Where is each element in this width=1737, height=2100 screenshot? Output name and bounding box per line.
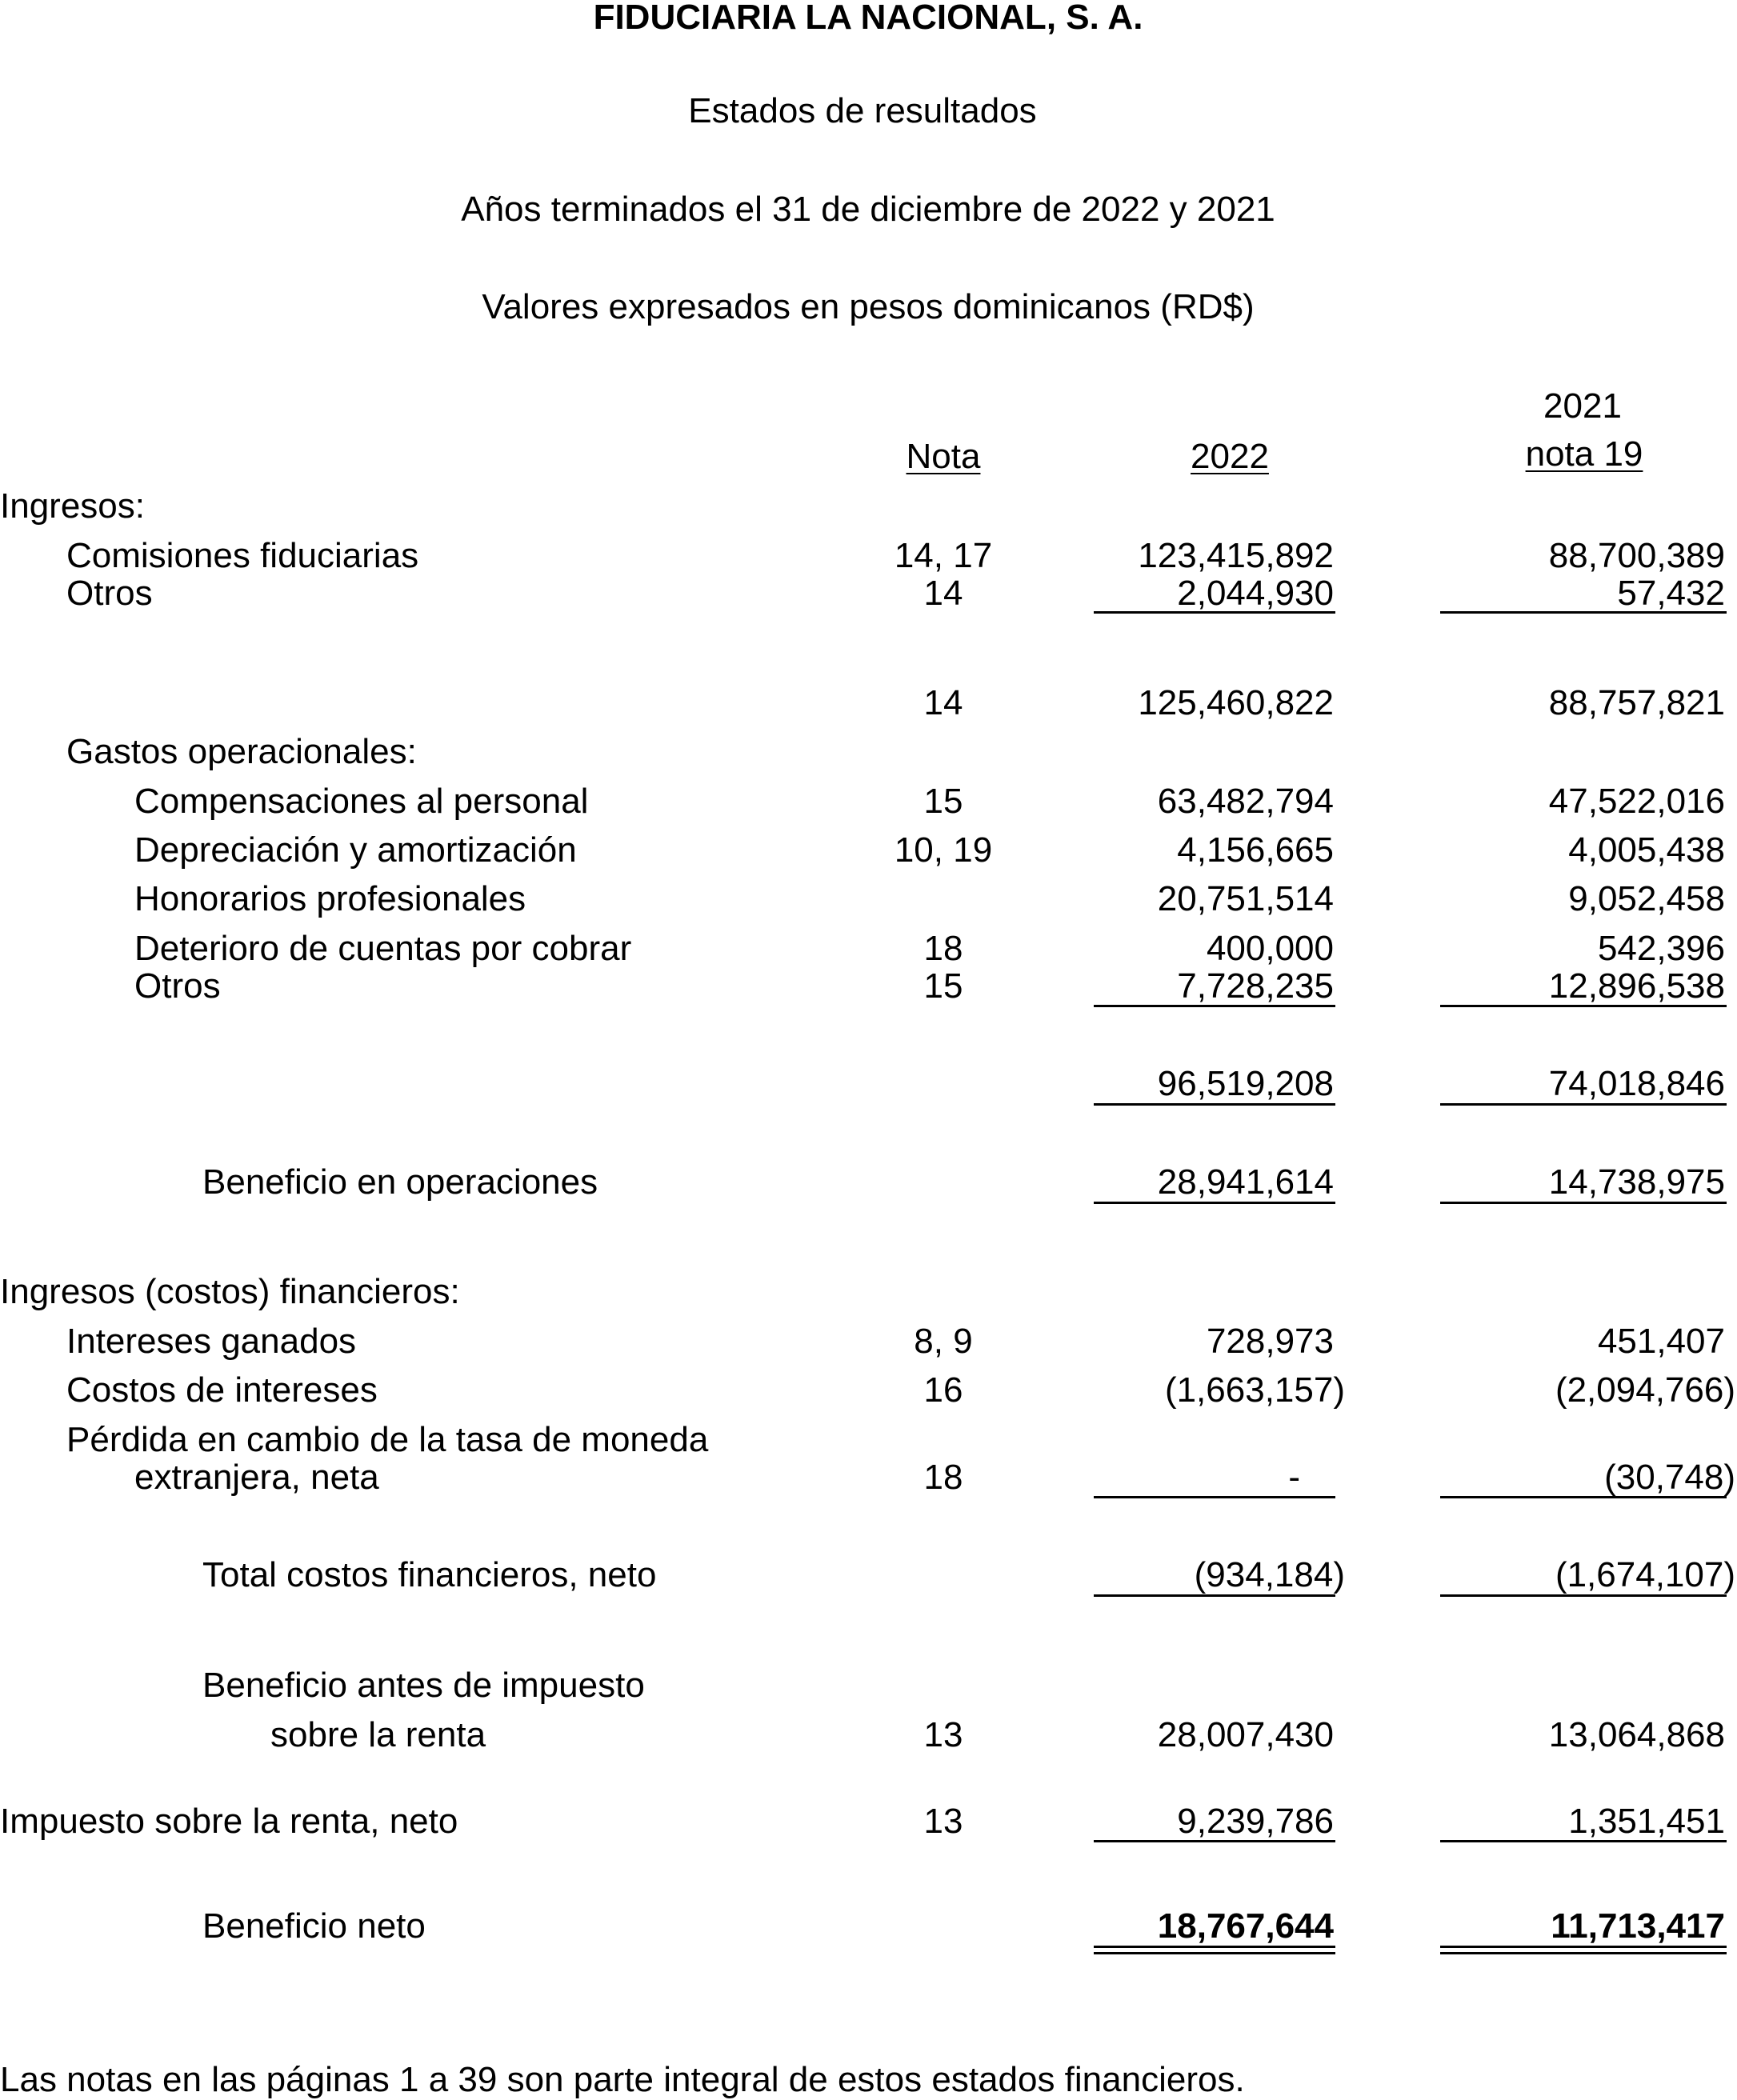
row-label: Deterioro de cuentas por cobrar bbox=[134, 929, 632, 968]
subtotal-rule bbox=[1094, 1005, 1335, 1007]
row-value-2022: 400,000 bbox=[1206, 929, 1334, 968]
row-value-2021: (2,094,766) bbox=[1555, 1370, 1735, 1410]
column-header-2022: 2022 bbox=[1191, 437, 1269, 476]
row-value-2022: 18,767,644 bbox=[1157, 1906, 1334, 1946]
column-header-2021-note: nota 19 bbox=[1525, 434, 1643, 474]
total-rule bbox=[1094, 1202, 1335, 1204]
row-value-2022: 125,460,822 bbox=[1138, 683, 1334, 722]
company-name: FIDUCIARIA LA NACIONAL, S. A. bbox=[593, 0, 1143, 37]
row-label: Honorarios profesionales bbox=[134, 879, 526, 918]
row-value-2021: 1,351,451 bbox=[1568, 1802, 1725, 1841]
financial-heading: Ingresos (costos) financieros: bbox=[0, 1272, 460, 1311]
subtotal-rule bbox=[1094, 1840, 1335, 1842]
row-label: Intereses ganados bbox=[66, 1322, 357, 1361]
subtotal-rule bbox=[1440, 1840, 1727, 1842]
row-nota: 18 bbox=[923, 1458, 963, 1497]
total-rule bbox=[1094, 1103, 1335, 1106]
row-value-2022: 63,482,794 bbox=[1157, 782, 1334, 821]
row-value-2022: 28,941,614 bbox=[1157, 1162, 1334, 1202]
total-rule bbox=[1440, 1202, 1727, 1204]
row-value-2021: 88,757,821 bbox=[1548, 683, 1725, 722]
row-value-2021: 14,738,975 bbox=[1548, 1162, 1725, 1202]
total-rule bbox=[1094, 1594, 1335, 1597]
row-value-2021: 88,700,389 bbox=[1548, 536, 1725, 575]
subtotal-rule bbox=[1094, 1496, 1335, 1498]
subtotal-rule bbox=[1440, 1496, 1727, 1498]
row-nota: 13 bbox=[923, 1715, 963, 1754]
total-rule bbox=[1440, 1594, 1727, 1597]
column-header-2021: 2021 bbox=[1543, 386, 1622, 426]
double-rule bbox=[1094, 1946, 1335, 1948]
row-value-2021: 74,018,846 bbox=[1548, 1064, 1725, 1103]
row-value-2021: 57,432 bbox=[1617, 574, 1725, 613]
statement-title: Estados de resultados bbox=[688, 91, 1037, 130]
subtotal-rule bbox=[1094, 611, 1335, 614]
row-label: Impuesto sobre la renta, neto bbox=[0, 1802, 458, 1841]
row-label: Comisiones fiduciarias bbox=[66, 536, 419, 575]
row-label: Beneficio antes de impuesto bbox=[202, 1666, 645, 1705]
row-nota: 10, 19 bbox=[894, 830, 993, 870]
double-rule bbox=[1440, 1946, 1727, 1948]
row-nota: 16 bbox=[923, 1370, 963, 1410]
row-value-2022: (1,663,157) bbox=[1164, 1370, 1345, 1410]
row-label: Depreciación y amortización bbox=[134, 830, 577, 870]
row-value-2021: 47,522,016 bbox=[1548, 782, 1725, 821]
row-label: Beneficio en operaciones bbox=[202, 1162, 598, 1202]
total-rule bbox=[1440, 1103, 1727, 1106]
row-nota: 8, 9 bbox=[914, 1322, 973, 1361]
row-nota: 15 bbox=[923, 782, 963, 821]
row-value-2021: 12,896,538 bbox=[1548, 966, 1725, 1006]
row-value-2021: (1,674,107) bbox=[1555, 1555, 1735, 1594]
expenses-heading: Gastos operacionales: bbox=[66, 732, 417, 771]
row-label: Pérdida en cambio de la tasa de moneda bbox=[66, 1420, 709, 1459]
row-value-2022: - bbox=[1288, 1458, 1300, 1497]
row-value-2022: 28,007,430 bbox=[1157, 1715, 1334, 1754]
row-value-2021: 11,713,417 bbox=[1551, 1906, 1725, 1946]
row-label: Costos de intereses bbox=[66, 1370, 378, 1410]
row-nota: 18 bbox=[923, 929, 963, 968]
row-nota: 14, 17 bbox=[894, 536, 993, 575]
row-label-continued: extranjera, neta bbox=[134, 1458, 379, 1497]
row-value-2021: 4,005,438 bbox=[1568, 830, 1725, 870]
income-heading: Ingresos: bbox=[0, 486, 145, 526]
row-label: Otros bbox=[134, 966, 221, 1006]
double-rule bbox=[1440, 1952, 1727, 1954]
row-value-2022: 728,973 bbox=[1206, 1322, 1334, 1361]
row-value-2021: 13,064,868 bbox=[1548, 1715, 1725, 1754]
row-value-2022: 4,156,665 bbox=[1177, 830, 1334, 870]
row-value-2021: 451,407 bbox=[1597, 1322, 1725, 1361]
subtotal-rule bbox=[1440, 1005, 1727, 1007]
row-label-continued: sobre la renta bbox=[270, 1715, 486, 1754]
row-label: Total costos financieros, neto bbox=[202, 1555, 657, 1594]
footer-note: Las notas en las páginas 1 a 39 son parte integral de estos estados financieros. bbox=[0, 2060, 1245, 2099]
row-nota: 14 bbox=[923, 574, 963, 613]
row-label: Beneficio neto bbox=[202, 1906, 426, 1946]
row-value-2022: 7,728,235 bbox=[1177, 966, 1334, 1006]
row-value-2022: 96,519,208 bbox=[1157, 1064, 1334, 1103]
row-nota: 14 bbox=[923, 683, 963, 722]
row-nota: 13 bbox=[923, 1802, 963, 1841]
row-value-2021: 9,052,458 bbox=[1568, 879, 1725, 918]
row-nota: 15 bbox=[923, 966, 963, 1006]
row-value-2022: (934,184) bbox=[1194, 1555, 1345, 1594]
row-value-2022: 2,044,930 bbox=[1177, 574, 1334, 613]
row-label: Otros bbox=[66, 574, 153, 613]
row-label: Compensaciones al personal bbox=[134, 782, 589, 821]
row-value-2022: 20,751,514 bbox=[1157, 879, 1334, 918]
double-rule bbox=[1094, 1952, 1335, 1954]
row-value-2022: 9,239,786 bbox=[1177, 1802, 1334, 1841]
row-value-2021: 542,396 bbox=[1597, 929, 1725, 968]
row-value-2022: 123,415,892 bbox=[1138, 536, 1334, 575]
currency-subtitle: Valores expresados en pesos dominicanos (RD$) bbox=[482, 287, 1255, 326]
subtotal-rule bbox=[1440, 611, 1727, 614]
column-header-nota: Nota bbox=[906, 437, 981, 476]
period-subtitle: Años terminados el 31 de diciembre de 2022 y 2021 bbox=[461, 190, 1275, 229]
row-value-2021: (30,748) bbox=[1604, 1458, 1735, 1497]
